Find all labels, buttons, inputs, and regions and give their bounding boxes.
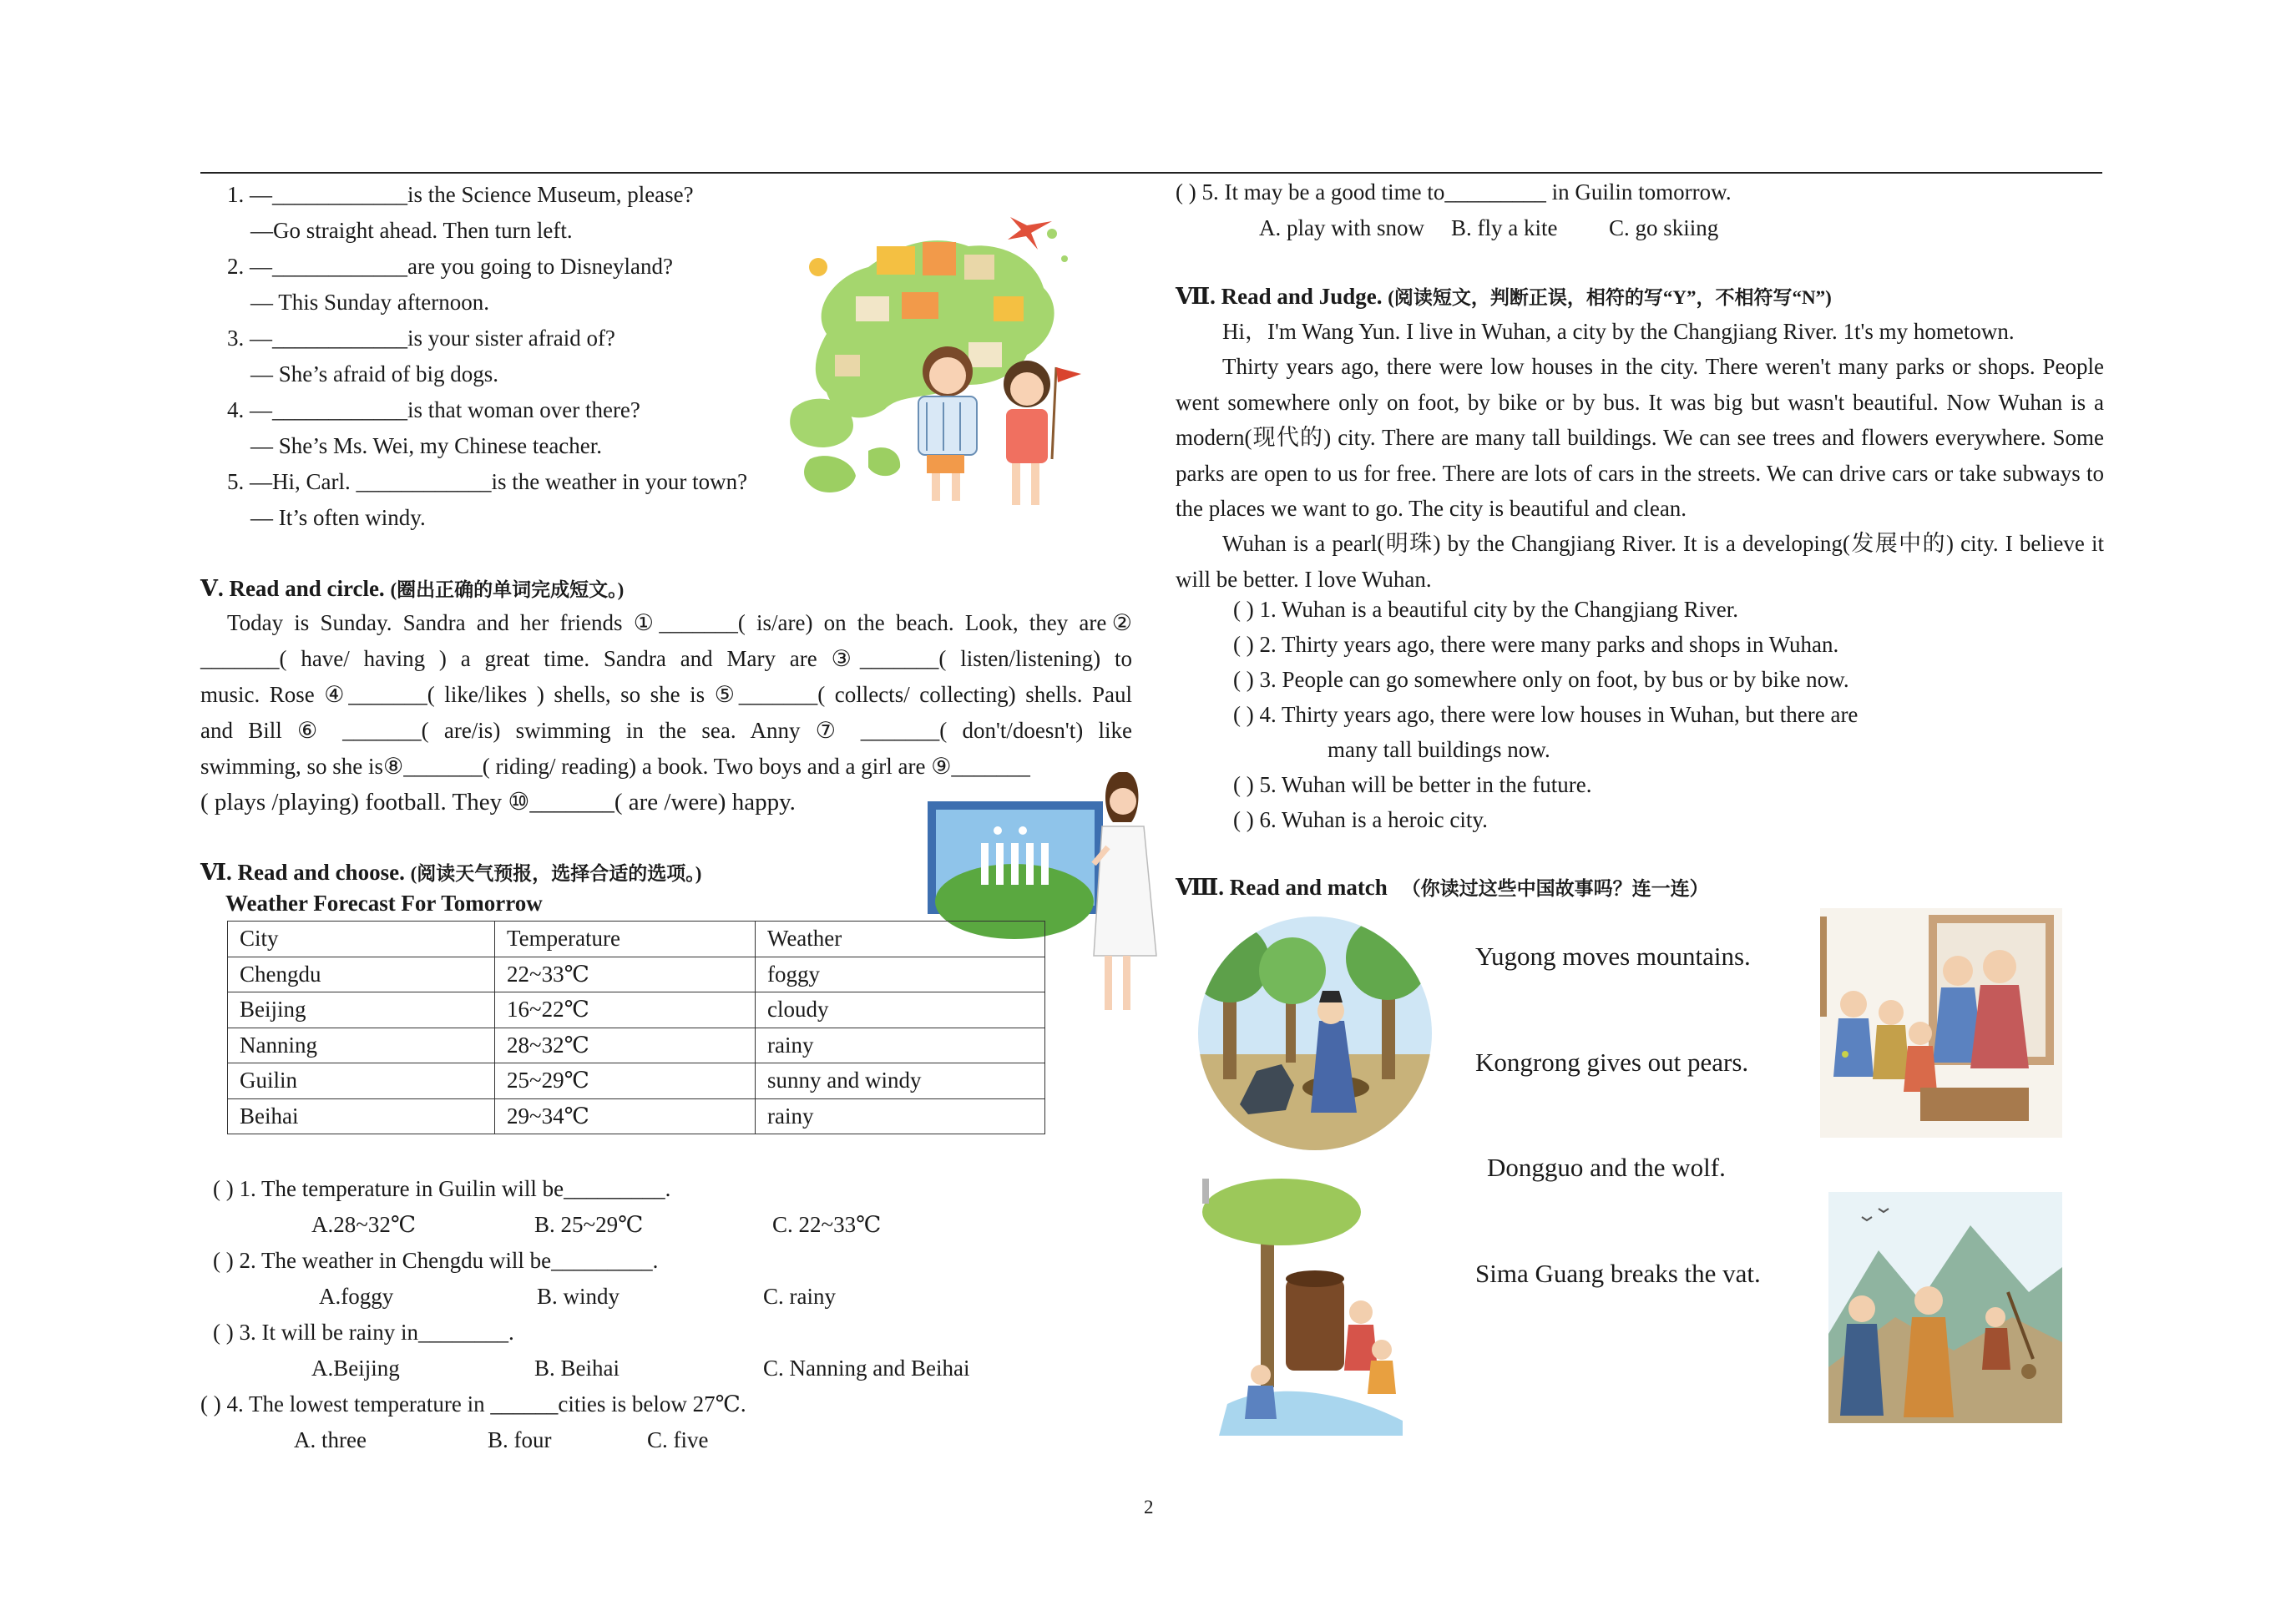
- choice-option-a: A. play with snow: [1259, 215, 1424, 240]
- section-vii-title: [1176, 283, 1832, 311]
- section-viii-title-en: Ⅷ. Read and match: [1176, 875, 1388, 900]
- q5-question: 5. —Hi, Carl. ____________is the weather in your town?: [227, 469, 748, 494]
- passage-line: and Bill ⑥ _______( are/is) swimming in the sea. Anny ⑦ _______( don't/doesn't) like: [200, 718, 1132, 743]
- q1-answer: —Go straight ahead. Then turn left.: [250, 218, 573, 243]
- choice-question: ( ) 1. The temperature in Guilin will be_________.: [213, 1176, 671, 1201]
- judge-statement: ( ) 6. Wuhan is a heroic city.: [1233, 807, 1488, 832]
- story-dongguo[interactable]: Dongguo and the wolf.: [1487, 1153, 1726, 1182]
- choice-option-b: B. four: [488, 1427, 552, 1452]
- story-yugong[interactable]: Yugong moves mountains.: [1475, 942, 1751, 971]
- cell-city: Chengdu: [228, 957, 495, 992]
- cell-weather: foggy: [756, 957, 1045, 992]
- cell-city: Nanning: [228, 1028, 495, 1063]
- passage-paragraph: Wuhan is a pearl(明珠) by the Changjiang River. It is a developing(发展中的) city. I believe it will be better. I love Wuhan.: [1176, 531, 2104, 592]
- passage-paragraph: Thirty years ago, there were low houses in the city. There weren't many parks or shops. People went somewhere only on foot, by bike or by bus. It was big but wasn't beautiful. Now Wuhan is a modern(现代的) city. There are many tall buildings. We can see trees and flowers everywhere. Some parks are open to us for free. There are lots of cars in the streets. We can drive cars or take subways to the places we want to go. The city is beautiful and clean.: [1176, 354, 2104, 522]
- judge-statement: ( ) 5. Wuhan will be better in the future.: [1233, 772, 1592, 797]
- judge-statement-continued: many tall buildings now.: [1328, 737, 1550, 762]
- section-v-title-en: Ⅴ. Read and circle.: [200, 576, 385, 601]
- header-city: City: [228, 922, 495, 957]
- cell-city: Guilin: [228, 1063, 495, 1099]
- header-weather: Weather: [756, 922, 1045, 957]
- cell-temperature: 28~32℃: [495, 1028, 756, 1063]
- weather-forecast-table: [227, 921, 1045, 1134]
- section-vii-title-cn: (阅读短文，判断正误，相符的写“Y”，不相符写“N”): [1388, 287, 1832, 308]
- choice-option-c: C. rainy: [763, 1284, 836, 1309]
- judge-statement: ( ) 4. Thirty years ago, there were low houses in Wuhan, but there are: [1233, 702, 1859, 727]
- q2-answer: — This Sunday afternoon.: [250, 290, 489, 315]
- cell-temperature: 16~22℃: [495, 992, 756, 1028]
- choice-option-c: C. Nanning and Beihai: [763, 1356, 970, 1381]
- cell-temperature: 22~33℃: [495, 957, 756, 992]
- q5-answer: — It’s often windy.: [250, 505, 426, 530]
- hong-kong-map-illustration: [776, 209, 1094, 518]
- passage-paragraph: Hi，I'm Wang Yun. I live in Wuhan, a city by the Changjiang River. 1t's my hometown.: [1222, 319, 2015, 344]
- choice-option-b: B. 25~29℃: [534, 1212, 644, 1237]
- choice-option-c: C. five: [647, 1427, 709, 1452]
- q4-question: 4. —____________is that woman over there?: [227, 397, 640, 422]
- choice-option-a: A.Beijing: [311, 1356, 400, 1381]
- story-sima-guang[interactable]: Sima Guang breaks the vat.: [1475, 1259, 1761, 1288]
- dongguo-wolf-illustration: [1194, 912, 1436, 1154]
- table-header-row: [228, 922, 1045, 957]
- passage-line: ( plays /playing) football. They ⑩_______( are /were) happy.: [200, 789, 796, 816]
- q2-question: 2. —____________are you going to Disneyland?: [227, 254, 673, 279]
- q3-answer: — She’s afraid of big dogs.: [250, 361, 498, 386]
- table-row: [228, 1098, 1045, 1134]
- header-rule: [200, 172, 2102, 174]
- table-row: [228, 1063, 1045, 1099]
- header-temperature: Temperature: [495, 922, 756, 957]
- q3-question: 3. —____________is your sister afraid of?: [227, 326, 615, 351]
- cell-temperature: 25~29℃: [495, 1063, 756, 1099]
- cell-weather: sunny and windy: [756, 1063, 1045, 1099]
- section-vi-title-cn: (阅读天气预报，选择合适的选项。): [410, 863, 702, 884]
- section-vii-passage: [1176, 314, 2104, 597]
- table-row: [228, 1028, 1045, 1063]
- choice-option-b: B. Beihai: [534, 1356, 620, 1381]
- table-row: [228, 992, 1045, 1028]
- section-vi-title: [200, 859, 701, 887]
- section-viii-title-cn: （你读过这些中国故事吗？连一连）: [1401, 878, 1709, 899]
- section-v-title: [200, 575, 624, 603]
- choice-option-a: A.28~32℃: [311, 1212, 417, 1237]
- section-vii-title-en: Ⅶ. Read and Judge.: [1176, 284, 1383, 309]
- cell-weather: cloudy: [756, 992, 1045, 1028]
- choice-option-c: C. 22~33℃: [772, 1212, 882, 1237]
- choice-option-b: B. windy: [537, 1284, 620, 1309]
- choice-option-b: B. fly a kite: [1451, 215, 1558, 240]
- passage-line: swimming, so she is⑧_______( riding/ reading) a book. Two boys and a girl are ⑨_______: [200, 754, 1030, 779]
- judge-statement: ( ) 1. Wuhan is a beautiful city by the Changjiang River.: [1233, 597, 1739, 622]
- table-row: [228, 957, 1045, 992]
- section-vi-title-en: Ⅵ. Read and choose.: [200, 860, 405, 885]
- q4-answer: — She’s Ms. Wei, my Chinese teacher.: [250, 433, 603, 458]
- judge-statement: ( ) 3. People can go somewhere only on foot, by bus or by bike now.: [1233, 667, 1849, 692]
- choice-question: ( ) 3. It will be rainy in________.: [213, 1320, 514, 1345]
- choice-option-c: C. go skiing: [1609, 215, 1719, 240]
- kongrong-pears-illustration: [1820, 908, 2062, 1138]
- section-v-title-cn: (圈出正确的单词完成短文。): [390, 579, 625, 600]
- choice-option-a: A. three: [294, 1427, 367, 1452]
- passage-line: Today is Sunday. Sandra and her friends ①_______( is/are) on the beach. Look, they are②: [227, 610, 1132, 635]
- q1-question: 1. —____________is the Science Museum, please?: [227, 182, 694, 207]
- section-viii-title: [1176, 874, 1709, 902]
- cell-weather: rainy: [756, 1098, 1045, 1134]
- choice-question: ( ) 4. The lowest temperature in ______cities is below 27℃.: [200, 1391, 746, 1416]
- passage-line: _______( have/ having ) a great time. Sandra and Mary are ③_______( listen/listening) to: [200, 646, 1132, 671]
- story-kongrong[interactable]: Kongrong gives out pears.: [1475, 1048, 1749, 1077]
- weather-table-title: Weather Forecast For Tomorrow: [225, 891, 543, 916]
- page-number: 2: [1144, 1497, 1154, 1517]
- passage-line: music. Rose ④_______( like/likes ) shells, so she is ⑤_______( collects/ collecting) shells. Paul: [200, 682, 1132, 707]
- cell-city: Beijing: [228, 992, 495, 1028]
- yugong-mountain-illustration: [1828, 1192, 2062, 1423]
- choice-question: ( ) 5. It may be a good time to_________ in Guilin tomorrow.: [1176, 179, 1732, 205]
- cell-weather: rainy: [756, 1028, 1045, 1063]
- sima-guang-vat-illustration: [1202, 1179, 1432, 1436]
- cell-city: Beihai: [228, 1098, 495, 1134]
- judge-statement: ( ) 2. Thirty years ago, there were many parks and shops in Wuhan.: [1233, 632, 1839, 657]
- airplane-icon: [1008, 217, 1052, 250]
- choice-option-a: A.foggy: [319, 1284, 394, 1309]
- cell-temperature: 29~34℃: [495, 1098, 756, 1134]
- choice-question: ( ) 2. The weather in Chengdu will be_________.: [213, 1248, 659, 1273]
